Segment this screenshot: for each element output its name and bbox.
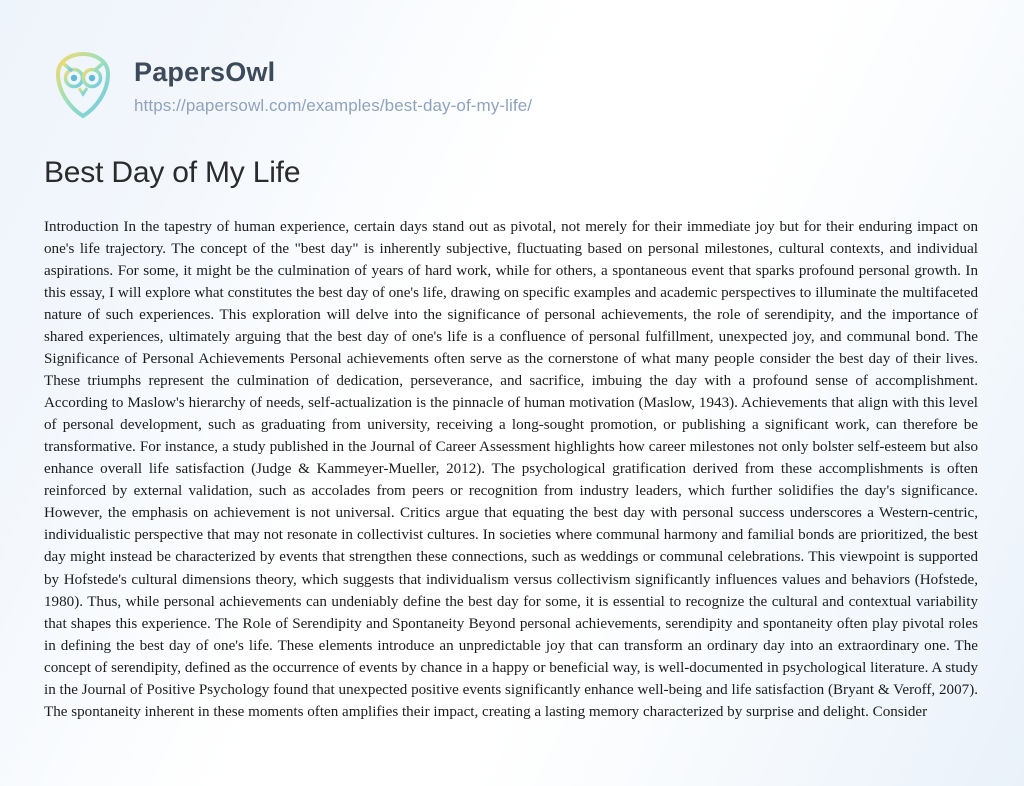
- page-url-link[interactable]: https://papersowl.com/examples/best-day-of-my-life/: [134, 96, 533, 115]
- brand-name: PapersOwl: [134, 57, 276, 88]
- brand-block: [134, 54, 532, 115]
- site-header: [0, 0, 1024, 122]
- page-title: Best Day of My Life: [44, 156, 301, 189]
- article-container: [0, 122, 1024, 723]
- article-body-text: Introduction In the tapestry of human experience, certain days stand out as pivotal, not merely for their immediate joy but for their enduring impact on one's life trajectory. The concept of the "best day" is inherently subjective, fluctuating based on personal milestones, cultural contexts, and individual aspirations. For some, it might be the culmination of years of hard work, while for others, a spontaneous event that sparks profound personal growth. In this essay, I will explore what constitutes the best day of one's life, drawing on specific examples and academic perspectives to illuminate the multifaceted nature of such experiences. This exploration will delve into the significance of personal achievements, the role of serendipity, and the importance of shared experiences, ultimately arguing that the best day of one's life is a confluence of personal fulfillment, unexpected joy, and communal bond. The Significance of Personal Achievements Personal achievements often serve as the cornerstone of what many people consider the best day of their lives. These triumphs represent the culmination of dedication, perseverance, and sacrifice, imbuing the day with a profound sense of accomplishment. According to Maslow's hierarchy of needs, self-actualization is the pinnacle of human motivation (Maslow, 1943). Achievements that align with this level of personal development, such as graduating from university, receiving a long-sought promotion, or publishing a significant work, can therefore be transformative. For instance, a study published in the Journal of Career Assessment highlights how career milestones not only bolster self-esteem but also enhance overall life satisfaction (Judge & Kammeyer-Mueller, 2012). The psychological gratification derived from these accomplishments is often reinforced by external validation, such as accolades from peers or recognition from industry leaders, which further solidifies the day's significance. However, the emphasis on achievement is not universal. Critics argue that equating the best day with personal success underscores a Western-centric, individualistic perspective that may not resonate in collectivist cultures. In societies where communal harmony and familial bonds are prioritized, the best day might instead be characterized by events that strengthen these connections, such as weddings or communal celebrations. This viewpoint is supported by Hofstede's cultural dimensions theory, which suggests that individualism versus collectivism significantly influences values and behaviors (Hofstede, 1980). Thus, while personal achievements can undeniably define the best day for some, it is essential to recognize the cultural and contextual variability that shapes this experience. The Role of Serendipity and Spontaneity Beyond personal achievements, serendipity and spontaneity often play pivotal roles in defining the best day of one's life. These elements introduce an unpredictable joy that can transform an ordinary day into an extraordinary one. The concept of serendipity, defined as the occurrence of events by chance in a happy or beneficial way, is well-documented in psychological literature. A study in the Journal of Positive Psychology found that unexpected positive events significantly enhance well-being and life satisfaction (Bryant & Veroff, 2007). The spontaneity inherent in these moments often amplifies their impact, creating a lasting memory characterized by surprise and delight. Consider: [44, 219, 978, 720]
- owl-logo-icon: [46, 48, 120, 122]
